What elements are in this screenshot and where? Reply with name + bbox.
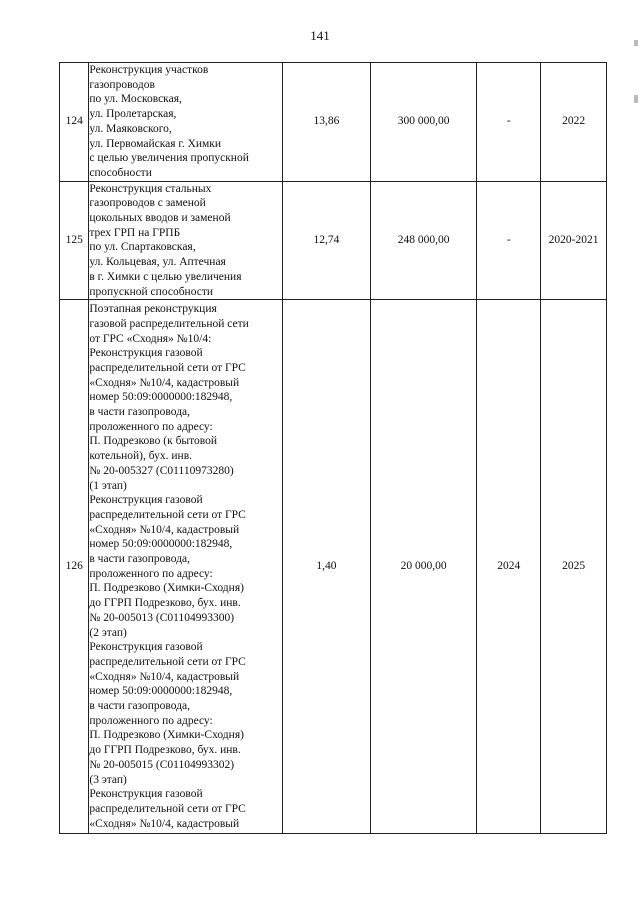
row-length: 12,74 <box>282 181 370 300</box>
row-length: 13,86 <box>282 63 370 182</box>
description-line: по ул. Московская, <box>89 93 182 106</box>
description-line: Реконструкция участков <box>89 64 209 76</box>
description-line: Реконструкция газовой <box>89 494 203 507</box>
description-line: до ГГРП Подрезково, бух. инв. <box>89 744 241 757</box>
description-line: Реконструкция газовой <box>89 641 203 654</box>
description-line: проложенного по адресу: <box>89 420 213 433</box>
description-line: номер 50:09:0000000:182948, <box>89 685 233 698</box>
row-year-start: 2024 <box>477 300 541 834</box>
description-line: (1 этап) <box>89 479 127 492</box>
description-line: «Сходня» №10/4, кадастровый <box>89 670 240 683</box>
description-line: распределительной сети от ГРС <box>89 655 246 668</box>
description-line: П. Подрезково (Химки-Сходня) <box>89 582 244 595</box>
description-line: котельной), бух. инв. <box>89 450 193 463</box>
table-row <box>60 300 607 834</box>
description-line: Поэтапная реконструкция <box>89 303 217 316</box>
row-year-end: 2022 <box>541 63 607 182</box>
description-line: распределительной сети от ГРС <box>89 803 246 815</box>
description-line: «Сходня» №10/4, кадастровый <box>89 523 240 536</box>
description-line: распределительной сети от ГРС <box>89 508 246 521</box>
description-line: Реконструкция газовой <box>89 347 203 360</box>
description-line: способности <box>89 166 152 179</box>
description-line: № 20-005013 (С01104993300) <box>89 611 235 624</box>
row-number: 126 <box>60 300 89 834</box>
row-cost: 20 000,00 <box>370 300 476 834</box>
description-line: ул. Первомайская г. Химки <box>89 137 222 150</box>
page-number: 141 <box>310 28 330 43</box>
description-line: П. Подрезково (Химки-Сходня) <box>89 729 244 742</box>
description-line: газопроводов <box>89 78 155 91</box>
scan-edge-mark <box>634 95 638 103</box>
description-line: в части газопровода, <box>89 406 191 419</box>
row-cost: 248 000,00 <box>370 181 476 300</box>
description-line: пропускной способности <box>89 285 214 298</box>
row-cost: 300 000,00 <box>370 63 476 182</box>
description-line: номер 50:09:0000000:182948, <box>89 391 233 404</box>
description-line: (2 этап) <box>89 626 127 639</box>
table-row <box>60 63 607 182</box>
row-year-end: 2025 <box>541 300 607 834</box>
row-number: 124 <box>60 63 89 182</box>
table-body <box>60 63 607 834</box>
description-line: с целью увеличения пропускной <box>89 152 249 165</box>
description-line: по ул. Спартаковская, <box>89 241 196 254</box>
description-line: ул. Маяковского, <box>89 122 172 135</box>
description-line: проложенного по адресу: <box>89 714 213 727</box>
description-line: цокольных вводов и заменой <box>89 212 231 225</box>
description-line: газовой распределительной сети <box>89 317 249 330</box>
description-line: до ГГРП Подрезково, бух. инв. <box>89 597 241 610</box>
scan-edge-mark <box>634 40 638 46</box>
row-year-end: 2020-2021 <box>541 181 607 300</box>
description-line: в г. Химки с целью увеличения <box>89 270 242 283</box>
description-line: (3 этап) <box>89 773 127 786</box>
description-line: № 20-005327 (С01110973280) <box>89 464 234 477</box>
row-description <box>89 63 282 182</box>
description-line: «Сходня» №10/4, кадастровый <box>89 817 240 830</box>
description-line: газопроводов с заменой <box>89 197 206 210</box>
description-line: ул. Пролетарская, <box>89 108 177 121</box>
description-line: Реконструкция газовой <box>89 788 203 801</box>
description-line: номер 50:09:0000000:182948, <box>89 538 233 551</box>
program-table <box>59 62 607 834</box>
row-description <box>89 181 282 300</box>
description-line: трех ГРП на ГРПБ <box>89 226 181 239</box>
description-line: распределительной сети от ГРС <box>89 361 246 374</box>
row-year-start: - <box>477 63 541 182</box>
description-line: П. Подрезково (к бытовой <box>89 435 218 448</box>
row-year-start: - <box>477 181 541 300</box>
description-line: ул. Кольцевая, ул. Аптечная <box>89 256 226 269</box>
row-length: 1,40 <box>282 300 370 834</box>
row-description <box>89 300 282 834</box>
row-number: 125 <box>60 181 89 300</box>
description-line: № 20-005015 (С01104993302) <box>89 758 235 771</box>
description-line: Реконструкция стальных <box>89 182 212 195</box>
table-row <box>60 181 607 300</box>
description-line: «Сходня» №10/4, кадастровый <box>89 376 240 389</box>
description-line: в части газопровода, <box>89 700 191 713</box>
description-line: проложенного по адресу: <box>89 567 213 580</box>
description-line: от ГРС «Сходня» №10/4: <box>89 332 212 345</box>
description-line: в части газопровода, <box>89 553 191 566</box>
